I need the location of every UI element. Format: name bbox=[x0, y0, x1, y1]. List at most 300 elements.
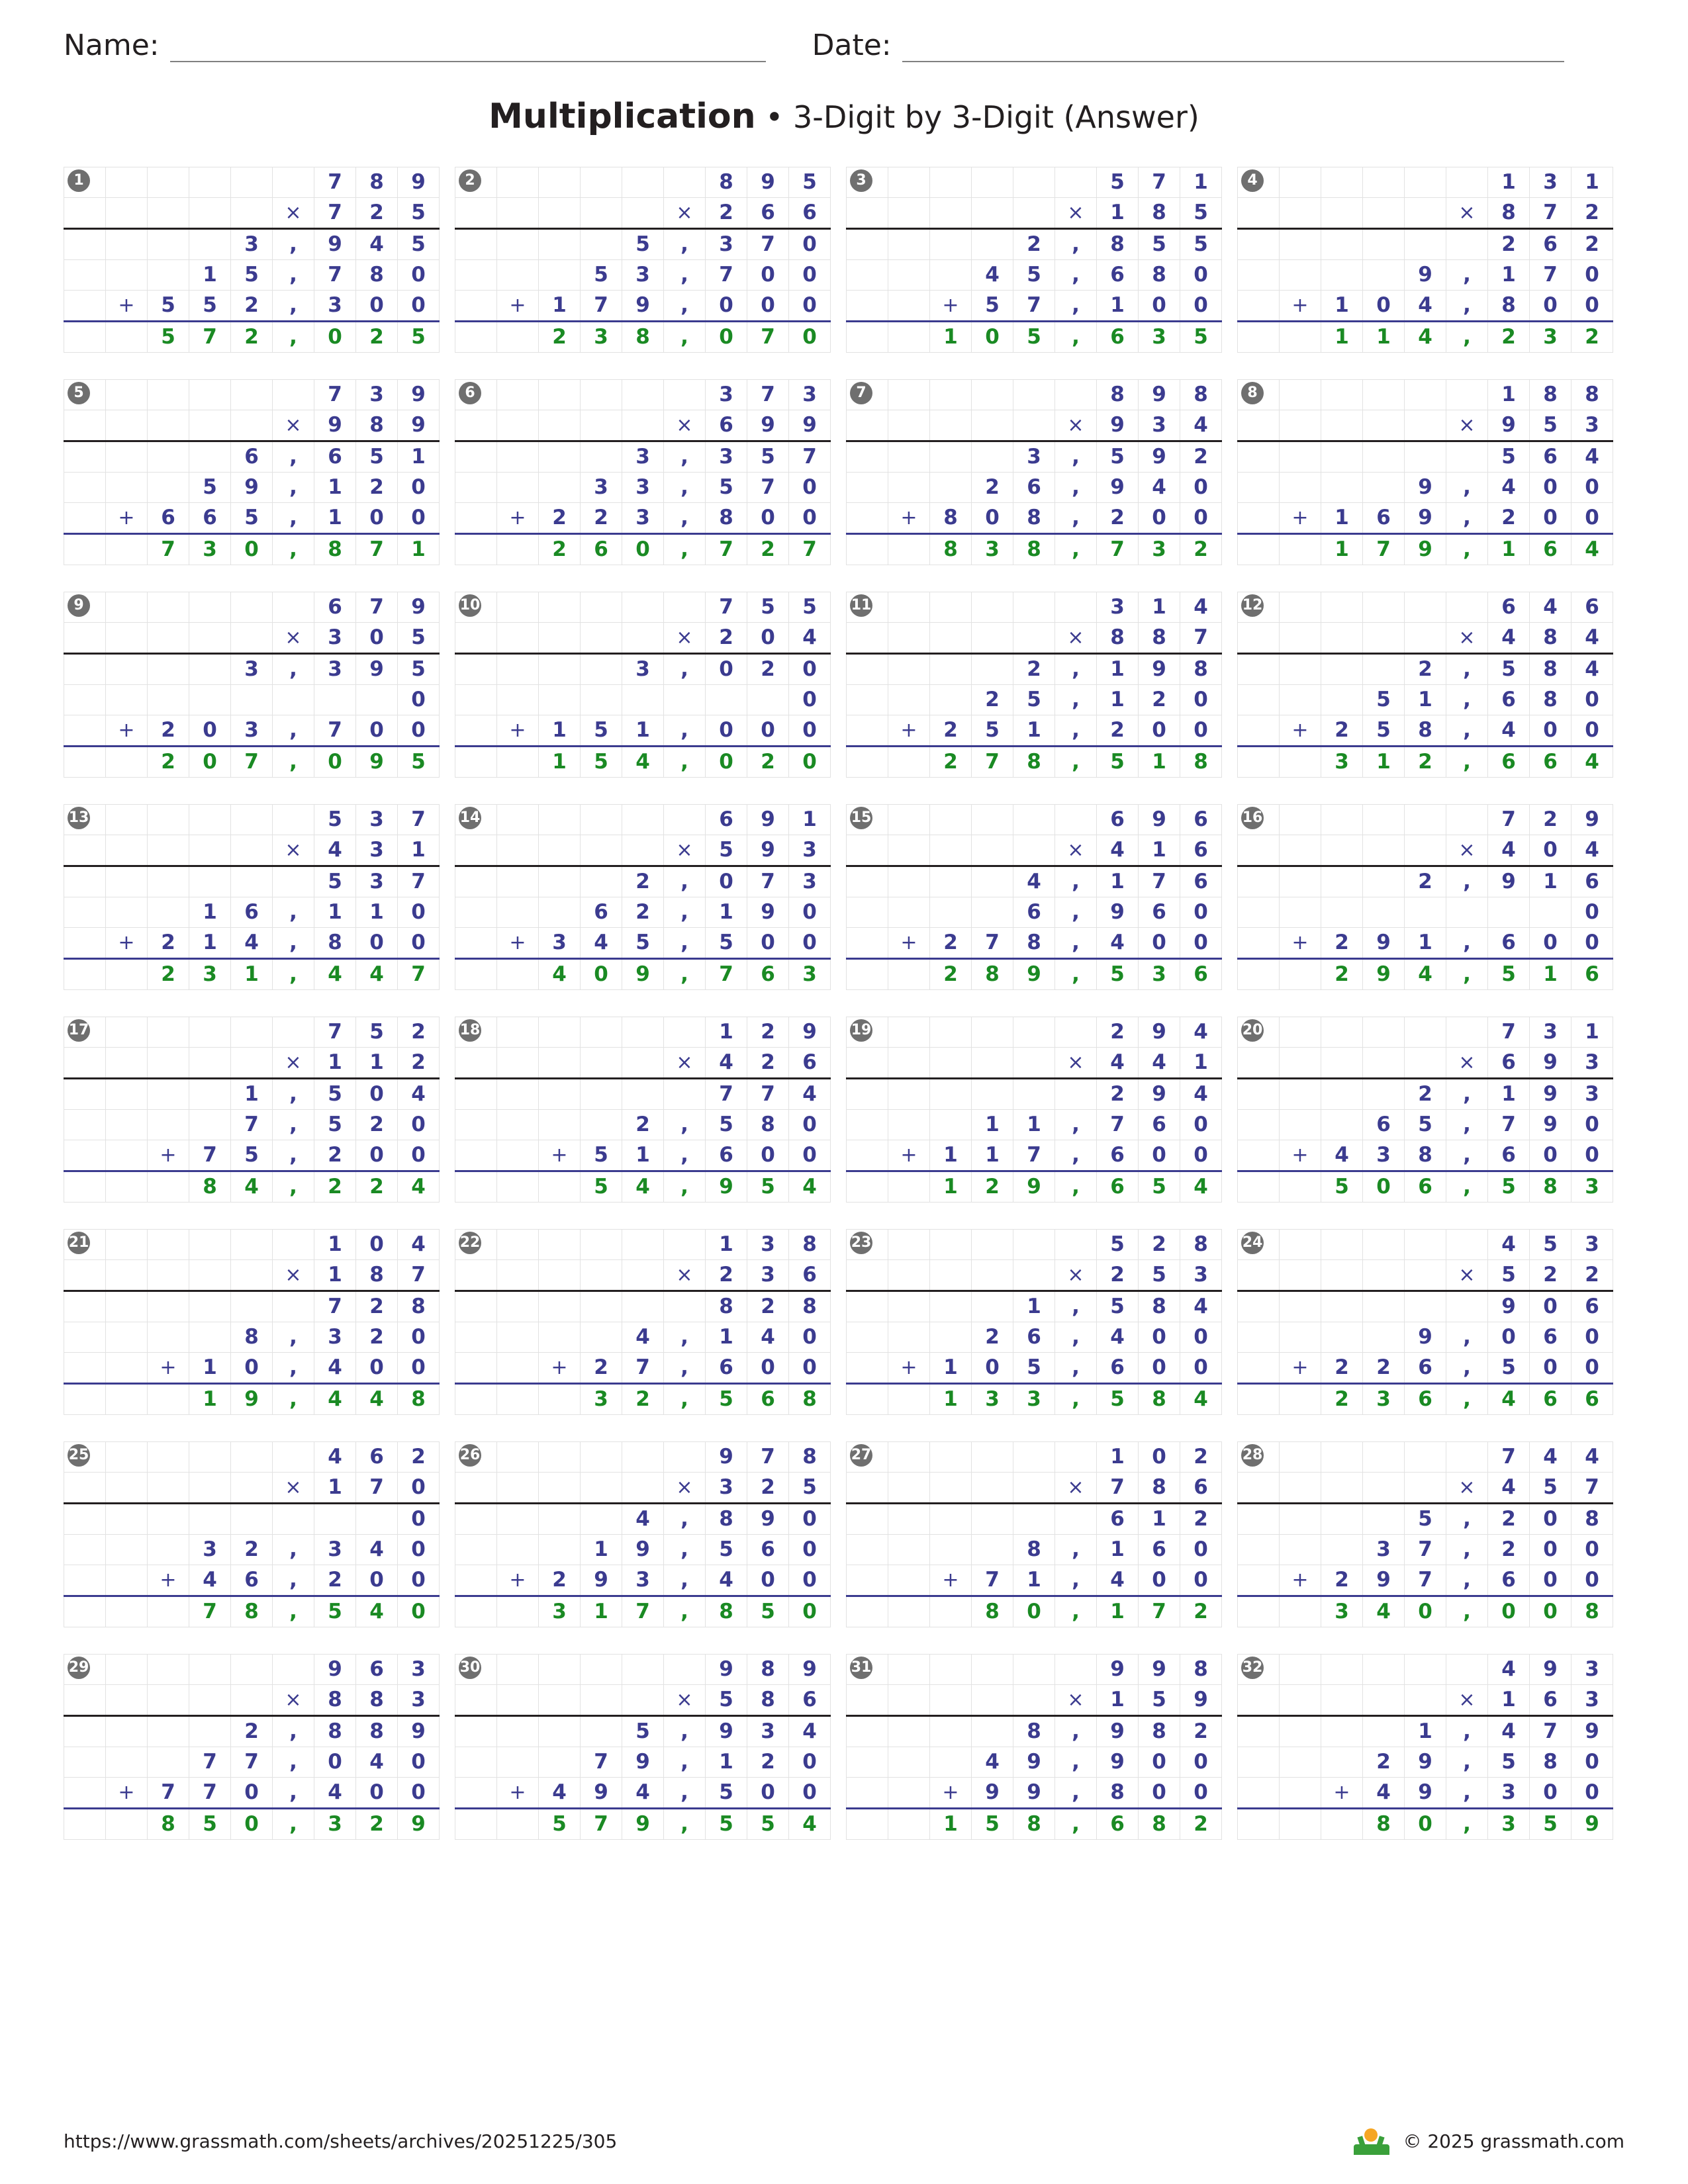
cell: 0 bbox=[1571, 1110, 1613, 1140]
cell bbox=[189, 805, 231, 835]
cell bbox=[888, 473, 930, 503]
cell bbox=[1363, 441, 1405, 473]
cell bbox=[1405, 198, 1446, 229]
multiplier-row bbox=[455, 623, 831, 654]
cell bbox=[455, 1079, 497, 1110]
problem-27 bbox=[846, 1441, 1217, 1627]
cell: 0 bbox=[1180, 1140, 1222, 1171]
cell bbox=[1280, 1685, 1321, 1716]
cell: 4 bbox=[314, 959, 356, 990]
cell bbox=[622, 685, 664, 715]
cell: 6 bbox=[1180, 835, 1222, 866]
cell bbox=[888, 229, 930, 260]
cell bbox=[1321, 1291, 1363, 1322]
cell bbox=[847, 1809, 888, 1840]
cell: 7 bbox=[1139, 167, 1180, 198]
cell bbox=[930, 1685, 972, 1716]
answer-row bbox=[455, 959, 831, 990]
cell: 6 bbox=[1488, 747, 1530, 778]
cell bbox=[1280, 1322, 1321, 1353]
cell: 1 bbox=[1321, 534, 1363, 565]
cell: 4 bbox=[622, 1322, 664, 1353]
partial-product-1 bbox=[1238, 441, 1613, 473]
cell bbox=[497, 1716, 539, 1747]
cell: 5 bbox=[581, 1171, 622, 1203]
cell: 5 bbox=[747, 1171, 789, 1203]
cell: 5 bbox=[706, 1110, 747, 1140]
cell bbox=[148, 1384, 189, 1415]
cell: 0 bbox=[1530, 1504, 1571, 1535]
partial-product-2 bbox=[64, 1747, 440, 1778]
answer-row bbox=[64, 1171, 440, 1203]
cell bbox=[1405, 1291, 1446, 1322]
cell: 4 bbox=[789, 623, 831, 654]
cell bbox=[189, 835, 231, 866]
multiplier-row bbox=[847, 1260, 1222, 1291]
cell: 4 bbox=[1097, 1565, 1139, 1596]
cell bbox=[1280, 1171, 1321, 1203]
cell: 5 bbox=[747, 441, 789, 473]
cell: 5 bbox=[1363, 685, 1405, 715]
cell bbox=[497, 167, 539, 198]
cell: 9 bbox=[789, 1655, 831, 1685]
cell: , bbox=[273, 534, 314, 565]
cell: 1 bbox=[1488, 1079, 1530, 1110]
long-multiplication-grid bbox=[455, 1441, 831, 1627]
cell: 8 bbox=[1180, 654, 1222, 685]
cell: 7 bbox=[747, 229, 789, 260]
cell bbox=[1238, 1171, 1280, 1203]
multiplicand-row bbox=[455, 167, 831, 198]
cell bbox=[539, 805, 581, 835]
cell: 2 bbox=[1571, 322, 1613, 353]
cell bbox=[64, 1384, 106, 1415]
cell: 7 bbox=[1571, 1473, 1613, 1504]
cell bbox=[64, 1565, 106, 1596]
problem-24 bbox=[1237, 1229, 1608, 1415]
cell: , bbox=[1055, 260, 1097, 291]
cell: 9 bbox=[1571, 805, 1613, 835]
cell: 2 bbox=[622, 897, 664, 928]
problem-16 bbox=[1237, 804, 1608, 990]
cell bbox=[1238, 835, 1280, 866]
cell bbox=[1280, 1048, 1321, 1079]
cell: 0 bbox=[189, 715, 231, 747]
cell bbox=[497, 1747, 539, 1778]
cell bbox=[1280, 866, 1321, 897]
cell: 2 bbox=[1097, 503, 1139, 534]
cell bbox=[273, 805, 314, 835]
partial-product-2 bbox=[847, 1747, 1222, 1778]
cell: 0 bbox=[356, 503, 398, 534]
cell: 2 bbox=[398, 1048, 440, 1079]
cell: 0 bbox=[1180, 928, 1222, 959]
cell bbox=[497, 592, 539, 623]
cell: , bbox=[1446, 1565, 1488, 1596]
cell: 6 bbox=[747, 959, 789, 990]
partial-product-2 bbox=[64, 1535, 440, 1565]
cell: 3 bbox=[1013, 441, 1055, 473]
cell bbox=[847, 623, 888, 654]
partial-product-3 bbox=[1238, 1353, 1613, 1384]
cell: , bbox=[273, 291, 314, 322]
cell: 4 bbox=[314, 835, 356, 866]
cell: 1 bbox=[314, 1048, 356, 1079]
answer-row bbox=[64, 1384, 440, 1415]
cell: 2 bbox=[972, 1322, 1013, 1353]
cell bbox=[1446, 1017, 1488, 1048]
cell: 1 bbox=[930, 1384, 972, 1415]
partial-product-3 bbox=[1238, 928, 1613, 959]
cell: 4 bbox=[581, 928, 622, 959]
cell: 7 bbox=[706, 534, 747, 565]
cell bbox=[1446, 229, 1488, 260]
cell bbox=[888, 654, 930, 685]
long-multiplication-grid bbox=[455, 1017, 831, 1203]
cell: 4 bbox=[1571, 835, 1613, 866]
cell: 5 bbox=[747, 1809, 789, 1840]
cell: , bbox=[664, 1504, 706, 1535]
cell bbox=[455, 1353, 497, 1384]
cell: 5 bbox=[581, 715, 622, 747]
cell bbox=[497, 866, 539, 897]
name-input-line[interactable] bbox=[170, 26, 766, 62]
cell bbox=[930, 1017, 972, 1048]
long-multiplication-grid bbox=[64, 1017, 440, 1203]
partial-product-1 bbox=[455, 1079, 831, 1110]
cell: 3 bbox=[314, 291, 356, 322]
cell bbox=[622, 167, 664, 198]
cell: 8 bbox=[1530, 1747, 1571, 1778]
partial-product-2 bbox=[1238, 1322, 1613, 1353]
cell bbox=[189, 685, 231, 715]
cell bbox=[1238, 1260, 1280, 1291]
cell: , bbox=[1446, 1809, 1488, 1840]
cell bbox=[972, 897, 1013, 928]
problem-21 bbox=[64, 1229, 434, 1415]
cell: 4 bbox=[356, 1596, 398, 1627]
cell: 5 bbox=[706, 835, 747, 866]
cell bbox=[64, 441, 106, 473]
cell: , bbox=[664, 897, 706, 928]
cell: 4 bbox=[356, 1747, 398, 1778]
cell: 2 bbox=[622, 1384, 664, 1415]
cell bbox=[148, 897, 189, 928]
cell bbox=[497, 380, 539, 410]
answer-row bbox=[455, 1384, 831, 1415]
cell: 2 bbox=[1180, 1809, 1222, 1840]
answer-row bbox=[847, 322, 1222, 353]
cell: 7 bbox=[1405, 1535, 1446, 1565]
cell bbox=[972, 410, 1013, 441]
cell: , bbox=[273, 229, 314, 260]
cell: 6 bbox=[1097, 1504, 1139, 1535]
cell: , bbox=[273, 1171, 314, 1203]
cell: 2 bbox=[747, 654, 789, 685]
cell: 0 bbox=[1139, 1778, 1180, 1809]
problem-28 bbox=[1237, 1441, 1608, 1627]
cell: , bbox=[273, 1384, 314, 1415]
cell: , bbox=[664, 928, 706, 959]
cell bbox=[64, 835, 106, 866]
cell bbox=[1238, 1747, 1280, 1778]
multiplier-row bbox=[455, 1473, 831, 1504]
cell bbox=[847, 1778, 888, 1809]
cell: 5 bbox=[1488, 1171, 1530, 1203]
cell: 0 bbox=[356, 1565, 398, 1596]
cell: 5 bbox=[1139, 1260, 1180, 1291]
long-multiplication-grid bbox=[64, 804, 440, 990]
cell bbox=[1238, 1353, 1280, 1384]
cell: 6 bbox=[747, 1384, 789, 1415]
cell: , bbox=[273, 1716, 314, 1747]
cell bbox=[455, 1110, 497, 1140]
cell: 2 bbox=[1321, 959, 1363, 990]
cell: 1 bbox=[1180, 1048, 1222, 1079]
multiplicand-row bbox=[847, 167, 1222, 198]
cell: 8 bbox=[1530, 685, 1571, 715]
cell: 0 bbox=[356, 1140, 398, 1171]
cell: 0 bbox=[398, 1322, 440, 1353]
cell bbox=[888, 1473, 930, 1504]
cell: 5 bbox=[1488, 441, 1530, 473]
cell: 6 bbox=[231, 1565, 273, 1596]
cell: 8 bbox=[148, 1809, 189, 1840]
cell bbox=[930, 897, 972, 928]
cell: 0 bbox=[1180, 897, 1222, 928]
partial-product-2 bbox=[1238, 1535, 1613, 1565]
cell: 3 bbox=[189, 534, 231, 565]
cell: 0 bbox=[398, 1596, 440, 1627]
cell bbox=[64, 1079, 106, 1110]
cell: 5 bbox=[148, 291, 189, 322]
cell bbox=[106, 1716, 148, 1747]
cell: , bbox=[1055, 1322, 1097, 1353]
problem-number-badge: 27 bbox=[850, 1444, 872, 1467]
cell bbox=[1013, 1473, 1055, 1504]
cell bbox=[106, 805, 148, 835]
cell bbox=[64, 291, 106, 322]
cell bbox=[972, 167, 1013, 198]
cell: 0 bbox=[398, 473, 440, 503]
partial-product-3 bbox=[455, 1140, 831, 1171]
cell: 1 bbox=[539, 715, 581, 747]
cell bbox=[622, 1079, 664, 1110]
partial-product-3 bbox=[455, 1778, 831, 1809]
cell: 0 bbox=[747, 503, 789, 534]
cell bbox=[930, 805, 972, 835]
cell: 2 bbox=[1571, 1260, 1613, 1291]
cell: 3 bbox=[1139, 410, 1180, 441]
cell: 5 bbox=[1530, 1230, 1571, 1260]
cell bbox=[664, 1291, 706, 1322]
long-multiplication-grid bbox=[1237, 1654, 1613, 1840]
cell: 0 bbox=[789, 685, 831, 715]
cell bbox=[497, 1596, 539, 1627]
cell: 1 bbox=[1363, 747, 1405, 778]
cell bbox=[497, 1260, 539, 1291]
multiplicand-row bbox=[64, 1442, 440, 1473]
multiplicand-row bbox=[1238, 380, 1613, 410]
cell bbox=[930, 835, 972, 866]
cell bbox=[1238, 1716, 1280, 1747]
cell bbox=[148, 1655, 189, 1685]
cell bbox=[581, 1230, 622, 1260]
cell bbox=[1280, 410, 1321, 441]
cell bbox=[106, 1079, 148, 1110]
cell bbox=[847, 1716, 888, 1747]
cell: 8 bbox=[314, 928, 356, 959]
cell bbox=[1363, 1017, 1405, 1048]
cell: + bbox=[888, 503, 930, 534]
cell: 0 bbox=[1571, 1565, 1613, 1596]
cell: 0 bbox=[1139, 1442, 1180, 1473]
cell bbox=[888, 167, 930, 198]
cell bbox=[888, 1504, 930, 1535]
cell: 2 bbox=[356, 473, 398, 503]
cell bbox=[664, 592, 706, 623]
cell: 1 bbox=[1488, 260, 1530, 291]
cell: 0 bbox=[398, 1565, 440, 1596]
cell bbox=[1055, 1017, 1097, 1048]
cell: 4 bbox=[1488, 835, 1530, 866]
cell bbox=[888, 835, 930, 866]
cell: 7 bbox=[189, 1778, 231, 1809]
cell: 9 bbox=[1405, 473, 1446, 503]
cell bbox=[847, 1140, 888, 1171]
cell: 0 bbox=[231, 534, 273, 565]
cell bbox=[930, 1747, 972, 1778]
cell: × bbox=[1055, 1685, 1097, 1716]
cell: 0 bbox=[1139, 1353, 1180, 1384]
multiplier-row bbox=[847, 410, 1222, 441]
cell bbox=[1280, 1260, 1321, 1291]
cell: 6 bbox=[1571, 592, 1613, 623]
cell bbox=[455, 534, 497, 565]
problem-number-badge: 30 bbox=[459, 1657, 481, 1679]
cell bbox=[539, 1535, 581, 1565]
cell: 7 bbox=[789, 441, 831, 473]
cell: 9 bbox=[1139, 654, 1180, 685]
cell: 1 bbox=[1097, 866, 1139, 897]
cell: 2 bbox=[747, 1017, 789, 1048]
problem-13 bbox=[64, 804, 434, 990]
date-label: Date: bbox=[812, 28, 892, 62]
cell: , bbox=[1055, 715, 1097, 747]
cell: 8 bbox=[1405, 715, 1446, 747]
cell: 6 bbox=[314, 441, 356, 473]
cell bbox=[1013, 1442, 1055, 1473]
cell: 8 bbox=[1405, 1140, 1446, 1171]
cell bbox=[455, 897, 497, 928]
cell: 2 bbox=[148, 928, 189, 959]
cell bbox=[888, 441, 930, 473]
multiplier-row bbox=[64, 623, 440, 654]
cell bbox=[1405, 1260, 1446, 1291]
cell bbox=[1363, 1655, 1405, 1685]
cell bbox=[231, 198, 273, 229]
cell bbox=[1321, 441, 1363, 473]
cell bbox=[930, 1716, 972, 1747]
cell: 5 bbox=[398, 322, 440, 353]
answer-row bbox=[1238, 747, 1613, 778]
cell: + bbox=[1280, 1353, 1321, 1384]
cell: 9 bbox=[622, 1747, 664, 1778]
problem-18 bbox=[455, 1017, 825, 1203]
cell: 5 bbox=[314, 1079, 356, 1110]
cell bbox=[1446, 1291, 1488, 1322]
cell: 1 bbox=[1139, 1504, 1180, 1535]
cell: 1 bbox=[706, 897, 747, 928]
cell: , bbox=[1055, 685, 1097, 715]
cell bbox=[148, 1017, 189, 1048]
cell bbox=[1280, 623, 1321, 654]
cell: 8 bbox=[706, 503, 747, 534]
cell bbox=[539, 380, 581, 410]
cell bbox=[455, 473, 497, 503]
cell bbox=[1238, 1778, 1280, 1809]
cell bbox=[1321, 1230, 1363, 1260]
cell: 0 bbox=[1571, 685, 1613, 715]
cell: 8 bbox=[1139, 260, 1180, 291]
cell: 7 bbox=[1405, 1565, 1446, 1596]
problem-12 bbox=[1237, 592, 1608, 778]
cell bbox=[847, 1535, 888, 1565]
multiplier-row bbox=[847, 623, 1222, 654]
cell bbox=[1363, 623, 1405, 654]
cell bbox=[1363, 1079, 1405, 1110]
partial-product-2 bbox=[847, 1535, 1222, 1565]
cell: 1 bbox=[706, 1747, 747, 1778]
cell: 3 bbox=[314, 623, 356, 654]
problem-10 bbox=[455, 592, 825, 778]
cell: 0 bbox=[1530, 1291, 1571, 1322]
cell bbox=[847, 260, 888, 291]
cell bbox=[148, 1079, 189, 1110]
cell: 4 bbox=[1405, 291, 1446, 322]
cell bbox=[455, 1291, 497, 1322]
cell: 0 bbox=[1530, 1596, 1571, 1627]
cell: 0 bbox=[1530, 473, 1571, 503]
cell bbox=[1405, 167, 1446, 198]
cell: , bbox=[1446, 322, 1488, 353]
cell: 4 bbox=[1488, 623, 1530, 654]
cell: 0 bbox=[356, 291, 398, 322]
cell bbox=[1280, 534, 1321, 565]
cell bbox=[64, 1322, 106, 1353]
cell: 1 bbox=[581, 1596, 622, 1627]
partial-product-1 bbox=[1238, 229, 1613, 260]
footer-url[interactable]: https://www.grassmath.com/sheets/archives/20251225/305 bbox=[64, 2130, 618, 2152]
cell: 1 bbox=[398, 441, 440, 473]
cell bbox=[581, 1110, 622, 1140]
cell: 5 bbox=[398, 198, 440, 229]
cell: , bbox=[664, 1716, 706, 1747]
cell bbox=[106, 229, 148, 260]
cell bbox=[972, 592, 1013, 623]
cell: 6 bbox=[1013, 897, 1055, 928]
cell bbox=[888, 1230, 930, 1260]
cell bbox=[664, 805, 706, 835]
cell bbox=[1238, 1535, 1280, 1565]
cell bbox=[455, 747, 497, 778]
cell bbox=[1280, 1747, 1321, 1778]
date-input-line[interactable] bbox=[902, 26, 1564, 62]
cell bbox=[231, 1442, 273, 1473]
problem-row bbox=[64, 167, 1624, 353]
cell: 0 bbox=[789, 1535, 831, 1565]
row-gap bbox=[64, 1203, 1624, 1229]
